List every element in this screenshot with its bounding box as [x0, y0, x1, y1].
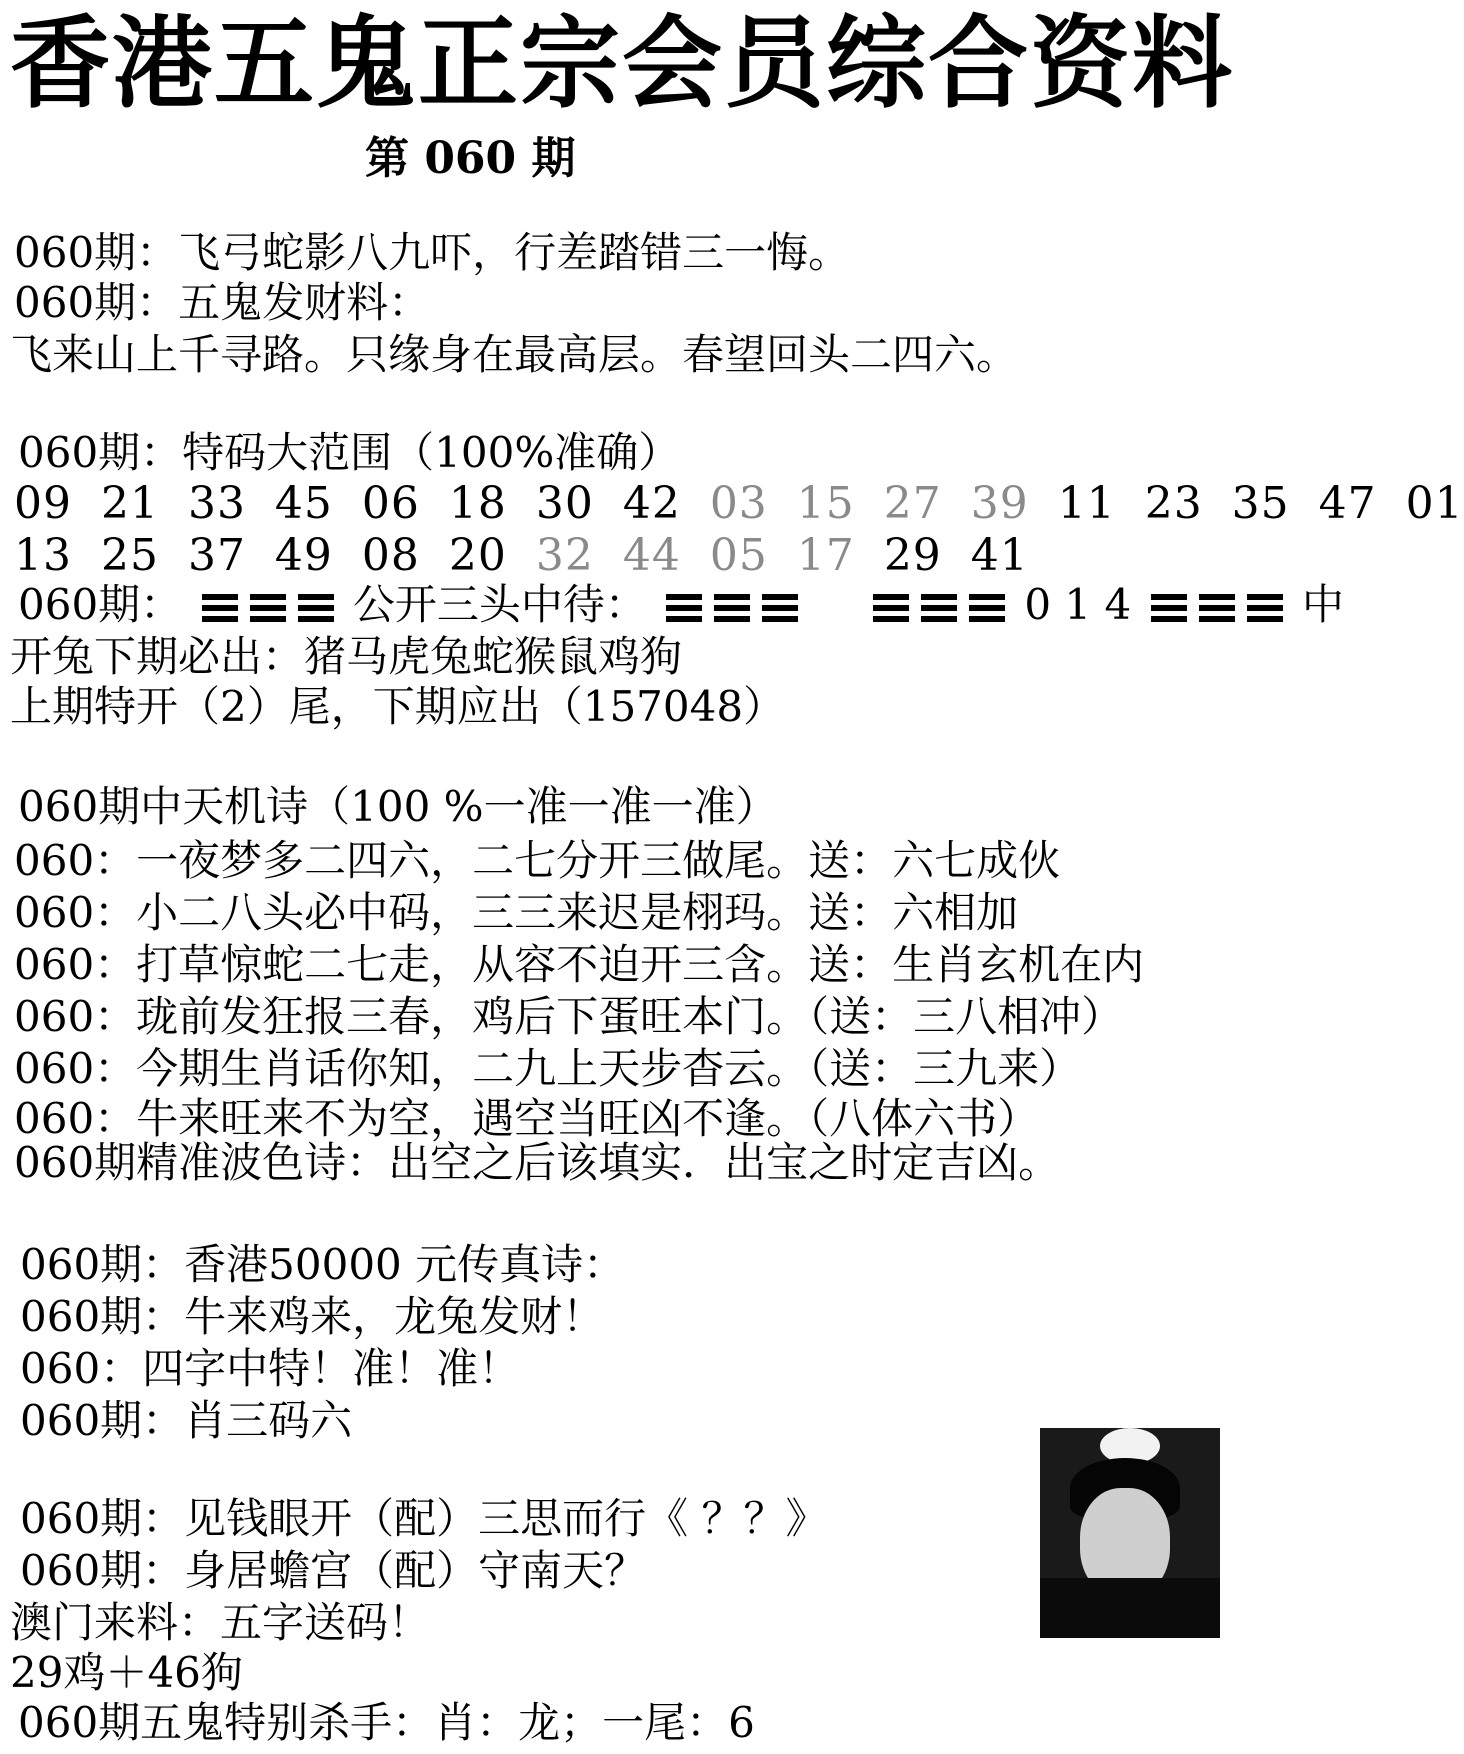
number-row	[14, 530, 1029, 581]
verse-line: 飞来山上千寻路。只缘身在最高层。春望回头二四六。	[10, 330, 1019, 379]
poem-heading: 060期中天机诗（100 %一准一准一准）	[18, 782, 778, 831]
heads-line	[18, 580, 1344, 630]
number-group: 09 21 33 45 06 18 30 42	[14, 478, 681, 529]
photo-body	[1040, 1578, 1220, 1638]
redaction-bar	[298, 594, 334, 622]
number-group: 29 41	[883, 530, 1029, 581]
page-title: 香港五鬼正宗会员综合资料	[10, 4, 1234, 122]
number-group-faded: 05 17	[709, 530, 855, 581]
redaction-bar	[666, 594, 702, 622]
redaction-bar	[714, 594, 750, 622]
heads-numbers: 0 1 4	[1024, 580, 1132, 629]
fax-poem-line: 060：四字中特！准！准！	[20, 1344, 521, 1393]
number-group: 13 25 37 49 08 20	[14, 530, 507, 581]
wave-color-poem: 060期精准波色诗：出空之后该填实．出宝之时定吉凶。	[14, 1138, 1061, 1187]
number-row	[14, 478, 1464, 529]
redaction-bar	[1151, 594, 1187, 622]
verse-line: 060期：飞弓蛇影八九吓，行差踏错三一悔。	[14, 228, 851, 277]
fax-poem-heading: 060期：香港50000 元传真诗：	[20, 1240, 626, 1289]
tail-line: 上期特开（2）尾，下期应出（157048）	[10, 682, 786, 731]
redaction-bar	[1247, 594, 1283, 622]
heads-prefix: 060期：	[18, 580, 183, 629]
killer-line: 060期五鬼特别杀手：肖：龙；一尾：6	[18, 1698, 755, 1747]
portrait-photo	[1040, 1428, 1220, 1618]
pairing-line: 060期：身居蟾宫（配）守南天？	[20, 1546, 647, 1595]
number-group-faded: 03 15 27 39	[709, 478, 1029, 529]
macau-numbers: 29鸡＋46狗	[10, 1648, 243, 1697]
redaction-bar	[202, 594, 238, 622]
redaction-bar	[969, 594, 1005, 622]
fax-poem-line: 060期：肖三码六	[20, 1396, 353, 1445]
issue-number: 第 060 期	[365, 133, 576, 184]
poem-line: 060：牛来旺来不为空，遇空当旺凶不逢。（八体六书）	[14, 1094, 1040, 1143]
range-heading: 060期：特码大范围（100%准确）	[18, 428, 681, 477]
redaction-bar	[1199, 594, 1235, 622]
poem-line: 060：今期生肖话你知，二九上天步杳云。（送：三九来）	[14, 1044, 1082, 1093]
poem-line: 060：小二八头必中码，三三来迟是栩玛。送：六相加	[14, 888, 1019, 937]
poem-line: 060：一夜梦多二四六，二七分开三做尾。送：六七成伙	[14, 836, 1061, 885]
zodiac-line: 开兔下期必出：猪马虎兔蛇猴鼠鸡狗	[10, 632, 683, 681]
pairing-line: 060期：见钱眼开（配）三思而行《 ？？》	[20, 1494, 828, 1543]
redaction-bar	[762, 594, 798, 622]
redaction-bar	[873, 594, 909, 622]
poem-line: 060：珑前发狂报三春，鸡后下蛋旺本门。（送：三八相冲）	[14, 992, 1124, 1041]
redaction-bar	[921, 594, 957, 622]
macau-heading: 澳门来料：五字送码！	[10, 1598, 431, 1647]
poem-line: 060：打草惊蛇二七走，从容不迫开三含。送：生肖玄机在内	[14, 940, 1145, 989]
heads-suffix: 中	[1301, 580, 1344, 629]
redaction-bar	[250, 594, 286, 622]
heads-mid: 公开三头中待：	[352, 580, 647, 629]
wealth-heading: 060期：五鬼发财料：	[14, 278, 431, 327]
fax-poem-line: 060期：牛来鸡来，龙兔发财！	[20, 1292, 605, 1341]
number-group: 11 23 35 47 01	[1057, 478, 1464, 529]
number-group-faded: 32 44	[535, 530, 681, 581]
